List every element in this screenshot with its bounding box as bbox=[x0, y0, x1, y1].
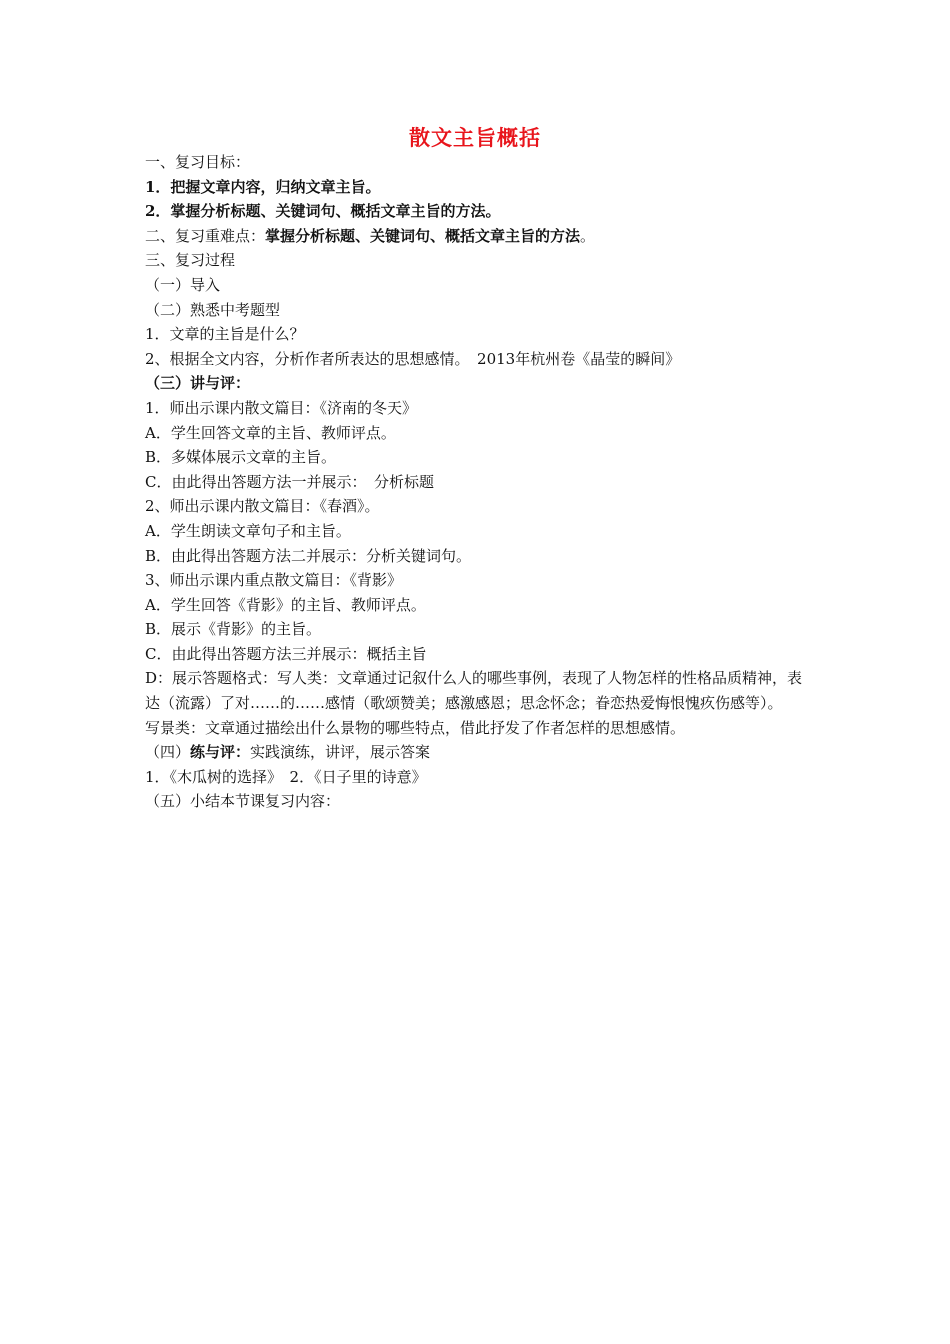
lecture-item-3: 3、师出示课内重点散文篇目：《背影》 bbox=[145, 571, 403, 590]
section-key-points bbox=[145, 224, 815, 249]
step-summary: （五）小结本节课复习内容： bbox=[145, 792, 341, 811]
exam-question-2: 2、根据全文内容，分析作者所表达的思想感情。 2013年杭州卷《晶莹的瞬间》 bbox=[145, 349, 681, 368]
step-lecture: （三）讲与评： bbox=[145, 374, 251, 393]
goal-item-2: 2．掌握分析标题、关键词句、概括文章主旨的方法。 bbox=[145, 202, 501, 221]
lecture-item-1c: C．由此得出答题方法一并展示： 分析标题 bbox=[145, 472, 434, 491]
exam-question-1: 1．文章的主旨是什么？ bbox=[145, 325, 305, 344]
section-heading-goals: 一、复习目标： bbox=[145, 153, 251, 171]
lecture-item-2: 2、师出示课内散文篇目：《春酒》。 bbox=[145, 497, 380, 516]
key-points-period: 。 bbox=[580, 226, 596, 245]
section-heading-process: 三、复习过程 bbox=[145, 251, 236, 270]
practice-label: 练与评： bbox=[190, 743, 251, 762]
document-title: 散文主旨概括 bbox=[409, 126, 541, 150]
lecture-item-1a: A．学生回答文章的主旨、教师评点。 bbox=[145, 423, 396, 442]
key-points-label: 二、复习重难点： bbox=[145, 226, 266, 245]
document-body bbox=[145, 150, 815, 814]
lecture-item-3a: A．学生回答《背影》的主旨、教师评点。 bbox=[145, 595, 426, 614]
step-intro: （一）导入 bbox=[145, 275, 221, 294]
key-points-text: 掌握分析标题、关键词句、概括文章主旨的方法 bbox=[265, 226, 581, 245]
step-practice bbox=[145, 740, 815, 765]
lecture-item-3b: B．展示《背影》的主旨。 bbox=[145, 620, 322, 639]
lecture-item-2b: B．由此得出答题方法二并展示：分析关键词句。 bbox=[145, 546, 472, 565]
lecture-item-3c: C．由此得出答题方法三并展示：概括主旨 bbox=[145, 644, 427, 663]
goal-item-1: 1．把握文章内容，归纳文章主旨。 bbox=[145, 177, 381, 196]
answer-format-people: D：展示答题格式：写人类：文章通过记叙什么人的哪些事例，表现了人物怎样的性格品质精神，表达（流露）了对……的……感情（歌颂赞美；感激感恩；思念怀念；眷恋热爱悔恨愧疚伤感等）。 bbox=[145, 669, 803, 713]
practice-text: 实践演练，讲评，展示答案 bbox=[250, 743, 431, 762]
practice-number: （四） bbox=[145, 743, 191, 762]
step-exam-types: （二）熟悉中考题型 bbox=[145, 300, 281, 319]
answer-format-scenery: 写景类：文章通过描绘出什么景物的哪些特点，借此抒发了作者怎样的思想感情。 bbox=[145, 718, 686, 737]
practice-items: 1．《木瓜树的选择》 2．《日子里的诗意》 bbox=[145, 767, 427, 786]
lecture-item-1: 1．师出示课内散文篇目：《济南的冬天》 bbox=[145, 398, 418, 417]
lecture-item-1b: B．多媒体展示文章的主旨。 bbox=[145, 448, 337, 467]
lecture-item-2a: A．学生朗读文章句子和主旨。 bbox=[145, 521, 351, 540]
